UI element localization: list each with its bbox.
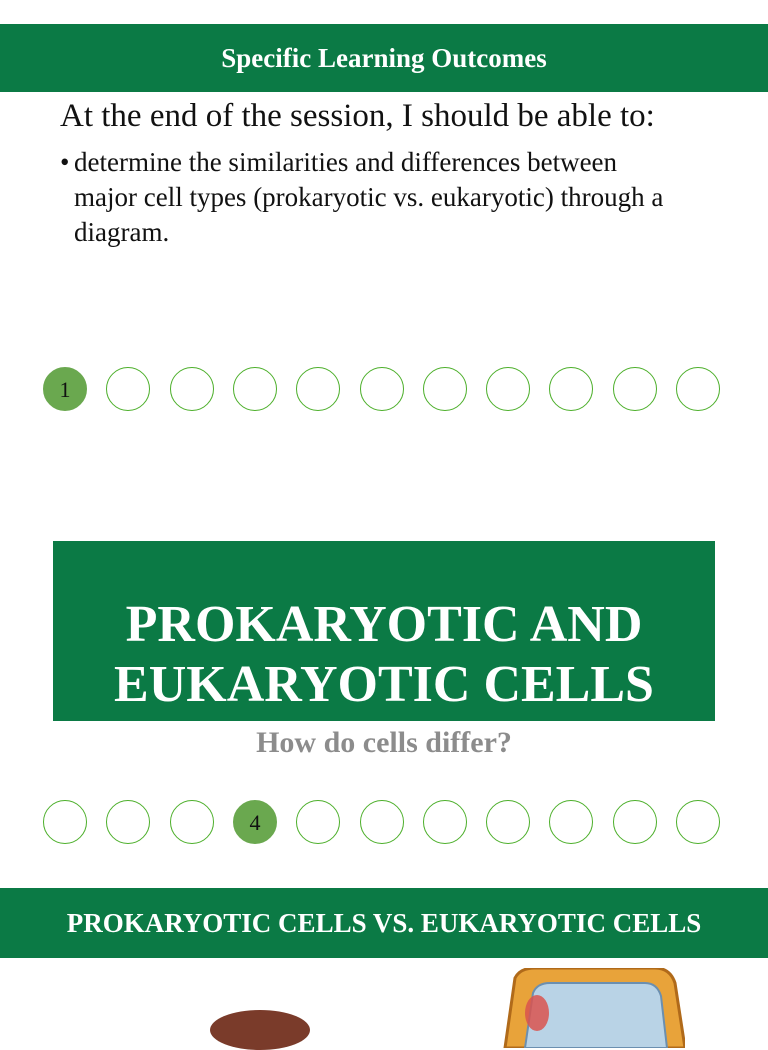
progress-dot xyxy=(360,367,404,411)
progress-dot xyxy=(170,800,214,844)
progress-dot xyxy=(549,367,593,411)
section-title xyxy=(53,541,715,721)
progress-dot xyxy=(170,367,214,411)
progress-dot xyxy=(613,800,657,844)
bullet-marker: • xyxy=(60,147,70,177)
progress-dot xyxy=(549,800,593,844)
progress-dot xyxy=(486,800,530,844)
progress-dot-current: 4 xyxy=(233,800,277,844)
progress-dot xyxy=(360,800,404,844)
intro-text: At the end of the session, I should be able to: xyxy=(60,98,655,134)
slide3-header: PROKARYOTIC CELLS VS. EUKARYOTIC CELLS xyxy=(0,888,768,958)
progress-dot xyxy=(613,367,657,411)
section-subtitle: How do cells differ? xyxy=(256,726,512,759)
progress-dots-slide1 xyxy=(43,367,733,415)
progress-dot xyxy=(43,800,87,844)
progress-dot xyxy=(423,367,467,411)
progress-dot xyxy=(676,367,720,411)
progress-dot xyxy=(233,367,277,411)
prokaryotic-cell-illustration xyxy=(210,1010,310,1050)
progress-dot xyxy=(486,367,530,411)
progress-dot xyxy=(296,367,340,411)
progress-dot xyxy=(423,800,467,844)
eukaryotic-cell-illustration xyxy=(485,968,685,1048)
progress-dot xyxy=(106,800,150,844)
slide1-header: Specific Learning Outcomes xyxy=(0,24,768,92)
title-line-2: EUKARYOTIC CELLS xyxy=(114,656,654,713)
title-line-1: PROKARYOTIC AND xyxy=(125,596,643,653)
bullet-item xyxy=(60,145,674,250)
bullet-text: determine the similarities and differences between major cell types (prokaryotic vs. eukaryotic) through a diagram. xyxy=(74,147,664,247)
progress-dot xyxy=(676,800,720,844)
progress-dot xyxy=(296,800,340,844)
progress-dot-current: 1 xyxy=(43,367,87,411)
progress-dots-slide2 xyxy=(43,800,733,848)
progress-dot xyxy=(106,367,150,411)
